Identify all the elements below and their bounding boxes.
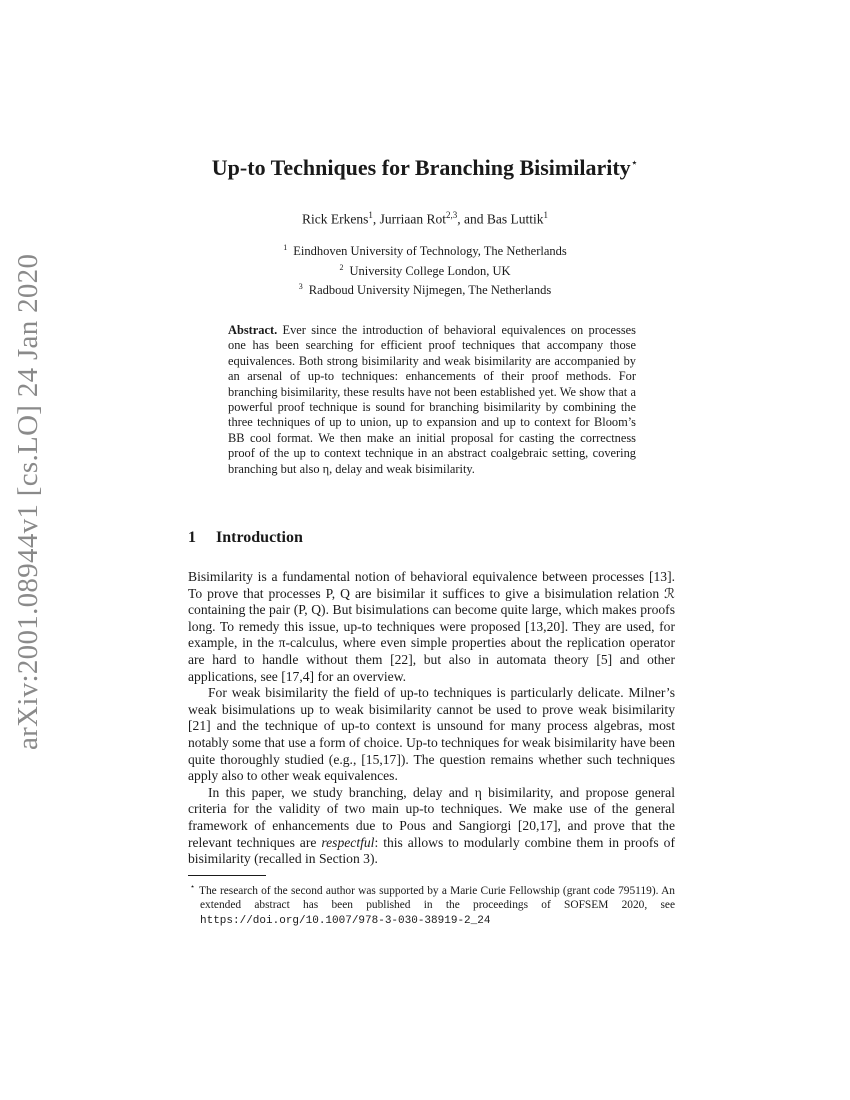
abstract [228,323,636,477]
affiliation-list [0,240,850,299]
author-affil-ref: 1 [368,210,373,220]
title-footnote-mark: ⋆ [630,155,639,170]
footnote-divider [188,875,266,876]
title-text: Up-to Techniques for Branching Bisimilarity [211,155,631,180]
paper-title [0,155,850,181]
author-name: Bas Luttik [486,211,544,227]
affiliation-text: Eindhoven University of Technology, The Netherlands [293,244,567,259]
paragraph: Bisimilarity is a fundamental notion of behavioral equivalence between processes [13]. To prove that processes P, Q are bisimilar it suffices to give a bisimulation relation ℛ containing the pair (P, Q). But bisimulations can become quite large, which makes proofs long. To remedy this issue, up-to techniques were proposed [13,20]. They are used, for example, in the π-calculus, where even simple properties about the replication operator are hard to handle without them [22], but also in automata theory [5] and other applications, see [17,4] for an overview. [188,569,675,684]
affiliation [0,240,850,260]
author-affil-ref: 2,3 [446,210,458,220]
affiliation [0,260,850,280]
affiliation-number: 3 [298,282,303,292]
affiliation [0,279,850,299]
section-heading [188,529,303,547]
author-separator: , and [457,211,487,227]
arxiv-identifier-stamp: arXiv:2001.08944v1 [cs.LO] 24 Jan 2020 [12,253,44,750]
abstract-text: Ever since the introduction of behavioral equivalences on processes one has been searching for efficient proof techniques that accompany those equivalences. Both strong bisimilarity and weak bisimilarity are accompanied by an arsenal of up-to techniques: enhancements of their proof methods. For branching bisimilarity, these results have not been established yet. We show that a powerful proof technique is sound for branching bisimilarity by combining the three techniques of up to union, up to expansion and up to context for Bloom’s BB cool format. We then make an initial proposal for casting the correctness proof of the up to context technique in an abstract coalgebraic setting, covering branching but also η, delay and weak bisimilarity. [228,323,636,476]
author-name: Jurriaan Rot [379,211,446,227]
footnote-mark: ⋆ [190,882,196,891]
affiliation-number: 1 [283,243,288,252]
affiliation-text: Radboud University Nijmegen, The Netherlands [308,283,552,298]
emphasized-term: respectful [321,834,375,850]
paragraph-text: : this allows to modularly combine them in proofs of bisimilarity (recalled in Section 3). [188,834,675,867]
author-affil-ref: 1 [543,210,548,220]
introduction-body [188,569,675,868]
paragraph-text: In this paper, we study branching, delay and η bisimilarity, and propose general criteria for the validity of two main up-to techniques. We make use of the general framework of enhancements due to Pous and Sangiorgi [20,17], and prove that the relevant techniques are [188,784,675,850]
author-separator: , [372,211,380,227]
paragraph [188,785,675,868]
affiliation-text: University College London, UK [349,263,511,278]
author-list [0,210,850,228]
section-title: Introduction [216,529,303,546]
abstract-label: Abstract. [228,323,278,337]
footnote [188,880,675,929]
doi-link[interactable]: https://doi.org/10.1007/978-3-030-38919-2_24 [200,914,491,927]
footnote-text: The research of the second author was supported by a Marie Curie Fellowship (grant code 795119). An extended abstract has been published in the proceedings of SOFSEM 2020, see [199,884,675,912]
affiliation-number: 2 [339,262,344,272]
section-number: 1 [188,529,196,546]
author-name: Rick Erkens [302,211,369,227]
paragraph: For weak bisimilarity the field of up-to techniques is particularly delicate. Milner’s weak bisimulations up to weak bisimilarity cannot be used to prove weak bisimilarity [21] and the technique of up-to context is unsound for many process algebras, most notably some that use a form of choice. Up-to techniques for weak bisimilarity have been quite thoroughly studied (e.g., [15,17]). The question remains whether such techniques apply also to other weak equivalences. [188,685,675,784]
